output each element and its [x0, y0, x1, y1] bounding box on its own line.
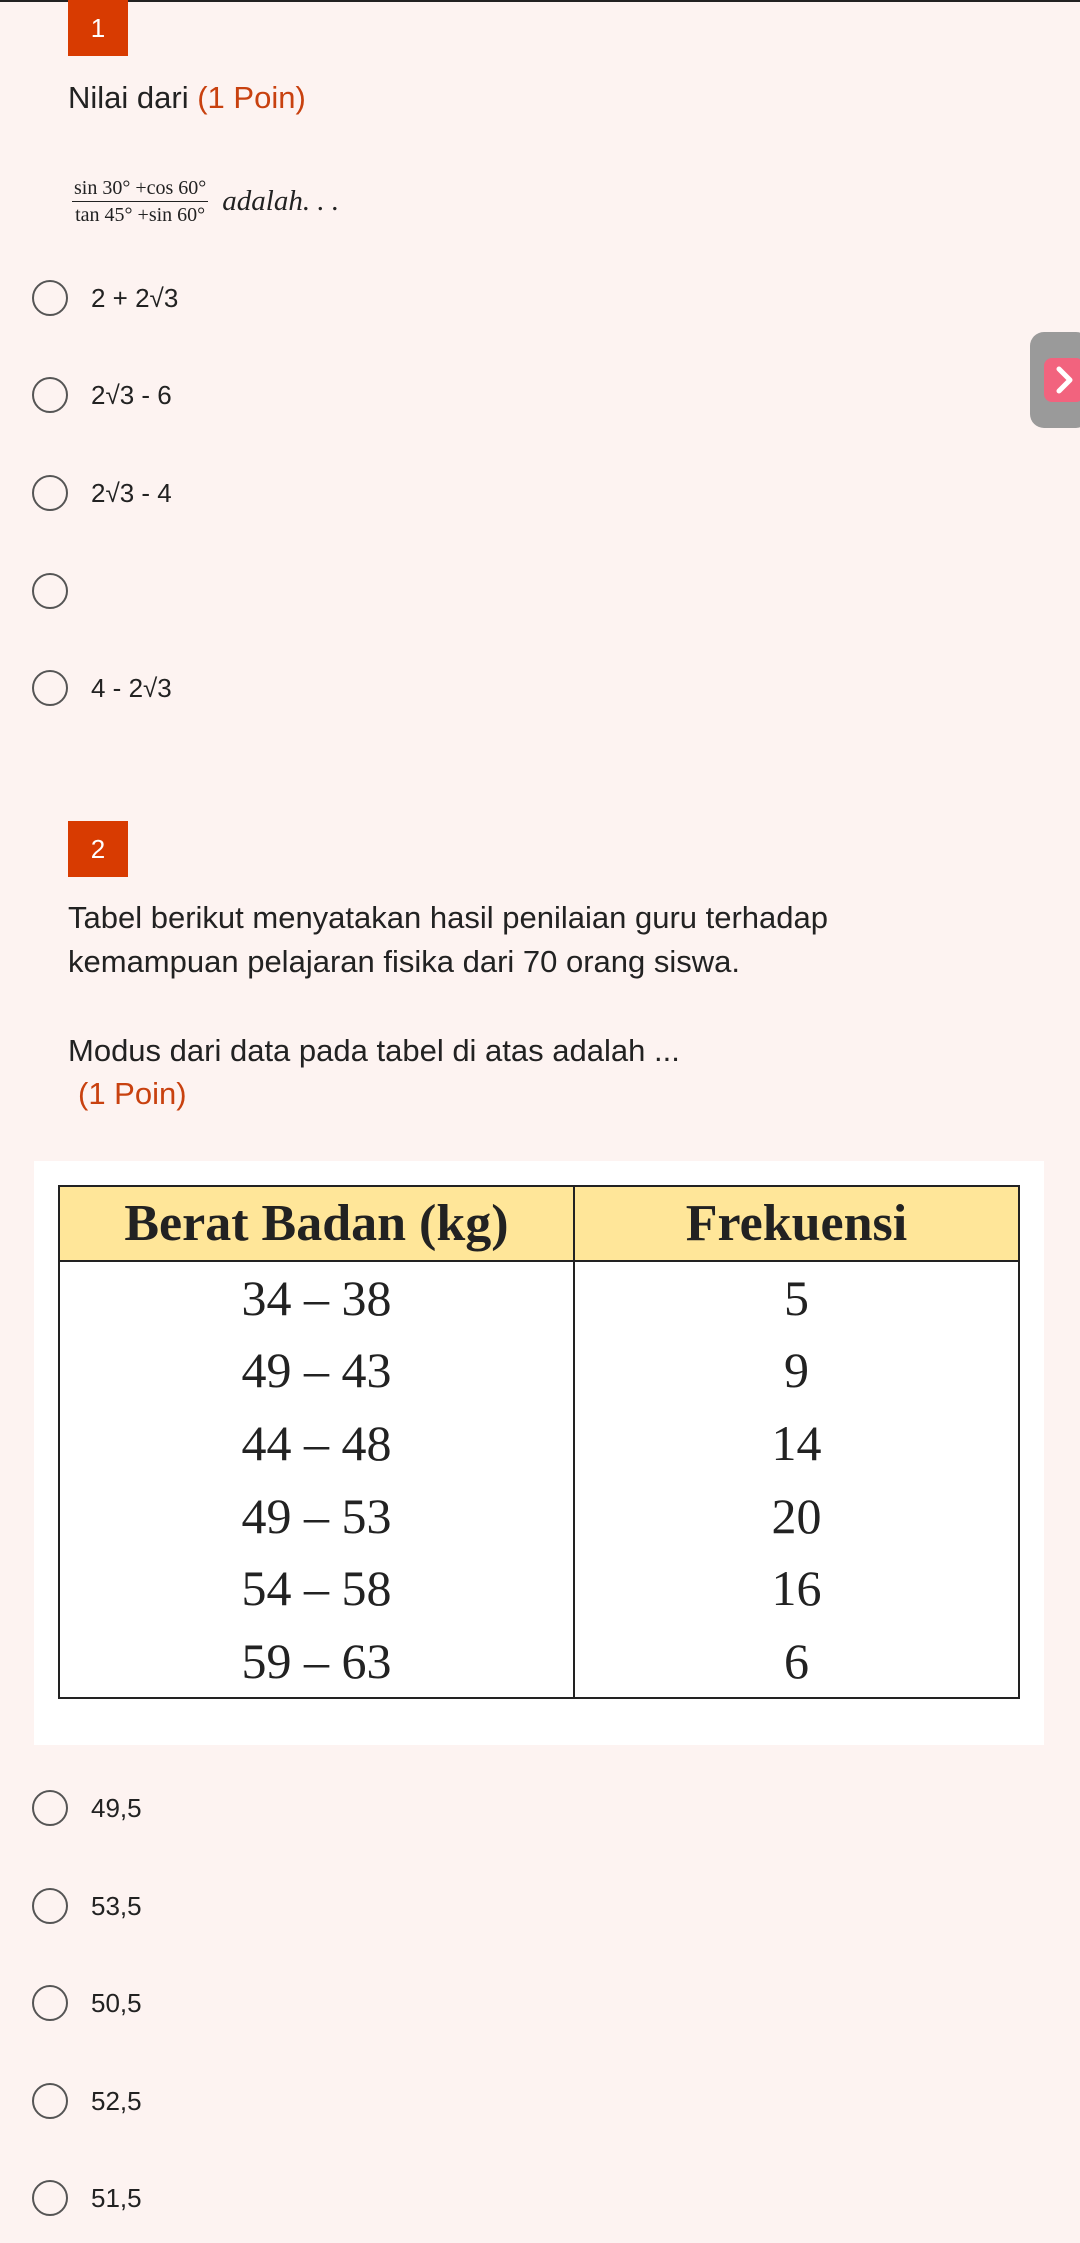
option-label: 2√3 - 4 — [91, 477, 172, 508]
answer-option-1[interactable] — [32, 1786, 142, 1830]
table-row — [59, 1261, 1019, 1335]
table-cell: 5 — [574, 1261, 1019, 1335]
question-number-badge: 1 — [68, 0, 128, 56]
table-cell: 16 — [574, 1552, 1019, 1625]
answer-option-2[interactable] — [32, 373, 172, 417]
data-table — [58, 1185, 1020, 1699]
option-label: 49,5 — [91, 1792, 142, 1823]
radio-button[interactable] — [32, 2083, 68, 2119]
option-label: 51,5 — [91, 2182, 142, 2213]
option-label: 50,5 — [91, 1987, 142, 2018]
table-row — [59, 1334, 1019, 1407]
question-text — [68, 896, 828, 984]
table-header-cell: Berat Badan (kg) — [59, 1186, 574, 1261]
option-label: 2 + 2√3 — [91, 282, 179, 313]
answer-option-4[interactable] — [32, 2079, 142, 2123]
table-header-cell: Frekuensi — [574, 1186, 1019, 1261]
radio-button[interactable] — [32, 670, 68, 706]
table-cell: 49 – 53 — [59, 1479, 574, 1552]
answer-option-5[interactable] — [32, 2176, 142, 2220]
top-divider — [0, 0, 1080, 2]
radio-button[interactable] — [32, 1888, 68, 1924]
table-cell: 20 — [574, 1479, 1019, 1552]
radio-button[interactable] — [32, 2180, 68, 2216]
option-label: 52,5 — [91, 2085, 142, 2116]
table-row — [59, 1479, 1019, 1552]
option-label: 2√3 - 6 — [91, 379, 172, 410]
answer-option-3[interactable] — [32, 471, 172, 515]
option-label: 4 - 2√3 — [91, 672, 172, 703]
side-panel-button[interactable] — [1044, 358, 1080, 402]
question-points: (1 Poin) — [78, 1076, 187, 1111]
radio-button[interactable] — [32, 1790, 68, 1826]
table-cell: 14 — [574, 1407, 1019, 1480]
table-cell: 34 – 38 — [59, 1261, 574, 1335]
answer-option-4[interactable] — [32, 569, 91, 613]
question-image-table — [34, 1161, 1044, 1745]
table-cell: 49 – 43 — [59, 1334, 574, 1407]
table-row — [59, 1552, 1019, 1625]
question-text-line: Tabel berikut menyatakan hasil penilaian guru terhadap — [68, 900, 828, 935]
question-points: (1 Poin) — [197, 80, 306, 115]
radio-button[interactable] — [32, 280, 68, 316]
table-header-row — [59, 1186, 1019, 1261]
question-number-badge: 2 — [68, 821, 128, 877]
table-row — [59, 1407, 1019, 1480]
question-title-text: Nilai dari — [68, 80, 189, 115]
answer-option-2[interactable] — [32, 1884, 142, 1928]
question-text-line: kemampuan pelajaran fisika dari 70 orang siswa. — [68, 944, 741, 979]
question-formula — [72, 176, 339, 227]
side-panel-tab[interactable] — [1030, 332, 1080, 428]
table-cell: 59 – 63 — [59, 1624, 574, 1698]
formula-fraction — [72, 176, 208, 227]
question-title — [68, 76, 306, 120]
formula-suffix: adalah. . . — [222, 185, 340, 217]
question-subtext: Modus dari data pada tabel di atas adalah ... — [68, 1033, 680, 1068]
table-cell: 54 – 58 — [59, 1552, 574, 1625]
option-label: 53,5 — [91, 1890, 142, 1921]
answer-option-3[interactable] — [32, 1981, 142, 2025]
table-cell: 44 – 48 — [59, 1407, 574, 1480]
radio-button[interactable] — [32, 377, 68, 413]
radio-button[interactable] — [32, 475, 68, 511]
table-cell: 9 — [574, 1334, 1019, 1407]
answer-option-1[interactable] — [32, 276, 178, 320]
radio-button[interactable] — [32, 1985, 68, 2021]
table-row — [59, 1624, 1019, 1698]
chevron-right-icon — [1054, 366, 1076, 394]
answer-option-5[interactable] — [32, 666, 172, 710]
formula-denominator: tan 45° +sin 60° — [75, 204, 206, 226]
formula-numerator: sin 30° +cos 60° — [72, 176, 208, 202]
table-cell: 6 — [574, 1624, 1019, 1698]
radio-button[interactable] — [32, 573, 68, 609]
